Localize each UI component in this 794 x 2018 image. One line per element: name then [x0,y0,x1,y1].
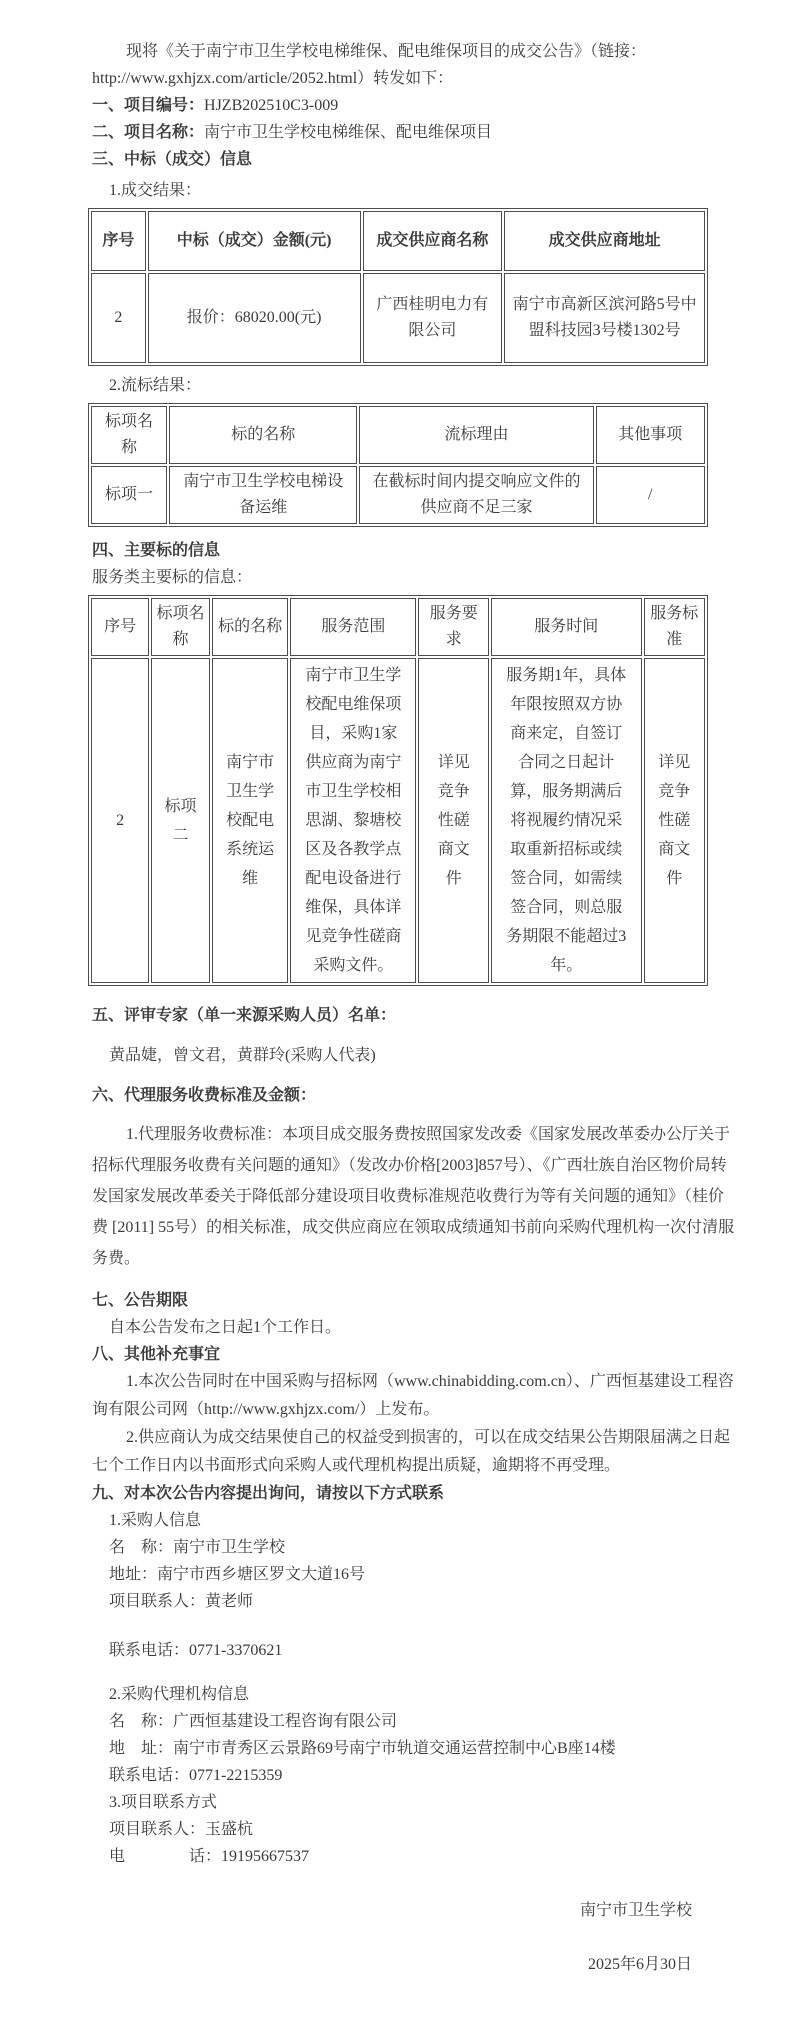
fail-cell-other: / [596,466,705,524]
subject-cell-lot: 标项二 [151,658,209,983]
deal-table-header-row [91,211,705,271]
subject-header-name: 标的名称 [212,598,289,656]
deal-cell-seq: 2 [91,273,146,363]
purchaser-address: 地址：南宁市西乡塘区罗文大道16号 [109,1566,366,1583]
project-contact-phone: 电 话：19195667537 [109,1848,310,1865]
service-subject-label: 服务类主要标的信息： [92,569,253,586]
fail-header-lot-name: 标项名称 [91,406,167,464]
deal-header-amount: 中标（成交）金额(元) [148,211,361,271]
deal-header-seq: 序号 [91,211,146,271]
subject-cell-scope: 南宁市卫生学校配电维保项目，采购1家供应商为南宁市卫生学校相思湖、黎塘校区及各教学点配电设备进行维保，具体详见竞争性磋商采购文件。 [290,658,416,983]
subject-header-scope: 服务范围 [290,598,416,656]
footer-organization: 南宁市卫生学校 [579,1902,692,1919]
fail-cell-reason: 在截标时间内提交响应文件的供应商不足三家 [359,466,593,524]
experts-names: 黄品婕，曾文君，黄群玲(采购人代表) [109,1047,376,1064]
project-contact-person: 项目联系人：玉盛杭 [109,1821,254,1838]
announcement-period-body: 自本公告发布之日起1个工作日。 [109,1319,342,1336]
section-project-number [92,92,738,119]
subject-cell-seq: 2 [91,658,149,983]
subject-cell-requirement: 详见竞争性磋商文件 [418,658,489,983]
purchaser-info-title: 1.采购人信息 [109,1512,202,1529]
subject-table-header-row [91,598,705,656]
section-experts-heading: 五、评审专家（单一来源采购人员）名单： [92,1007,397,1024]
fail-header-other: 其他事项 [596,406,705,464]
fail-header-subject: 标的名称 [169,406,357,464]
project-number-label: 一、项目编号： [92,97,205,114]
footer-date: 2025年6月30日 [587,1956,692,1973]
fail-result-label: 2.流标结果： [109,377,202,394]
purchaser-contact: 项目联系人：黄老师 [109,1593,254,1610]
purchaser-phone: 联系电话：0771-3370621 [109,1642,283,1659]
subject-cell-name: 南宁市卫生学校配电系统运维 [212,658,289,983]
subject-cell-time: 服务期1年，具体年限按照双方协商来定，自签订合同之日起计算，服务期满后将视履约情况采取重新招标或续签合同，如需续签合同，则总服务期限不能超过3年。 [491,658,642,983]
agency-name: 名 称：广西恒基建设工程咨询有限公司 [109,1713,398,1730]
fail-result-table [88,403,708,527]
section-agency-fee-heading: 六、代理服务收费标准及金额： [92,1087,317,1104]
fail-table-row [91,466,705,524]
project-contact-title: 3.项目联系方式 [109,1794,218,1811]
fail-cell-lot-name: 标项一 [91,466,167,524]
subject-cell-standard: 详见竞争性磋商文件 [644,658,705,983]
deal-header-address: 成交供应商地址 [504,211,705,271]
section-award-heading: 三、中标（成交）信息 [92,151,253,168]
subject-header-seq: 序号 [91,598,149,656]
subject-header-standard: 服务标准 [644,598,705,656]
deal-table-row [91,273,705,363]
section-main-subject-heading: 四、主要标的信息 [92,542,221,559]
intro-paragraph: 现将《关于南宁市卫生学校电梯维保、配电维保项目的成交公告》（链接：http://www.gxhjzx.com/article/2052.html）转发如下： [92,43,647,87]
subject-header-lot: 标项名称 [151,598,209,656]
fail-table-header-row [91,406,705,464]
deal-result-table [88,208,708,366]
agency-info-title: 2.采购代理机构信息 [109,1686,250,1703]
section-announcement-period-heading: 七、公告期限 [92,1292,189,1309]
fail-cell-subject: 南宁市卫生学校电梯设备运维 [169,466,357,524]
agency-fee-body: 1.代理服务收费标准：本项目成交服务费按照国家发改委《国家发展改革委办公厅关于招标代理服务收费有关问题的通知》（发改办价格[2003]857号）、《广西壮族自治区物价局转发国家发展改革委关于降低部分建设项目收费标准规范收费行为等有关问题的通知》（桂价费 [2011] 55号）的相关标准，成交供应商应在领取成绩通知书前向采购代理机构一次付清服务费。 [92,1126,735,1267]
section-project-name [92,119,738,146]
agency-phone: 联系电话：0771-2215359 [109,1767,283,1784]
deal-result-label: 1.成交结果： [109,182,202,199]
deal-cell-address: 南宁市高新区滨河路5号中盟科技园3号楼1302号 [504,273,705,363]
deal-cell-amount: 报价：68020.00(元) [148,273,361,363]
project-number-value: HJZB202510C3-009 [204,97,339,114]
deal-header-supplier: 成交供应商名称 [363,211,503,271]
project-name-label: 二、项目名称： [92,124,205,141]
main-subject-table [88,595,708,986]
purchaser-name: 名 称：南宁市卫生学校 [109,1539,286,1556]
fail-header-reason: 流标理由 [359,406,593,464]
section-contact-heading: 九、对本次公告内容提出询问，请按以下方式联系 [92,1485,445,1502]
project-name-value: 南宁市卫生学校电梯维保、配电维保项目 [204,124,493,141]
other-matters-p1: 1.本次公告同时在中国采购与招标网（www.chinabidding.com.cn）、广西恒基建设工程咨询有限公司网（http://www.gxhjzx.com/）上发布。 [92,1373,734,1418]
other-matters-p2: 2.供应商认为成交结果使自己的权益受到损害的，可以在成交结果公告期限届满之日起七个工作日内以书面形式向采购人或代理机构提出质疑，逾期将不再受理。 [92,1429,731,1474]
section-other-matters-heading: 八、其他补充事宜 [92,1346,221,1363]
agency-address: 地 址：南宁市青秀区云景路69号南宁市轨道交通运营控制中心B座14楼 [109,1740,616,1757]
subject-table-row [91,658,705,983]
subject-header-time: 服务时间 [491,598,642,656]
deal-cell-supplier: 广西桂明电力有限公司 [363,273,503,363]
subject-header-requirement: 服务要求 [418,598,489,656]
